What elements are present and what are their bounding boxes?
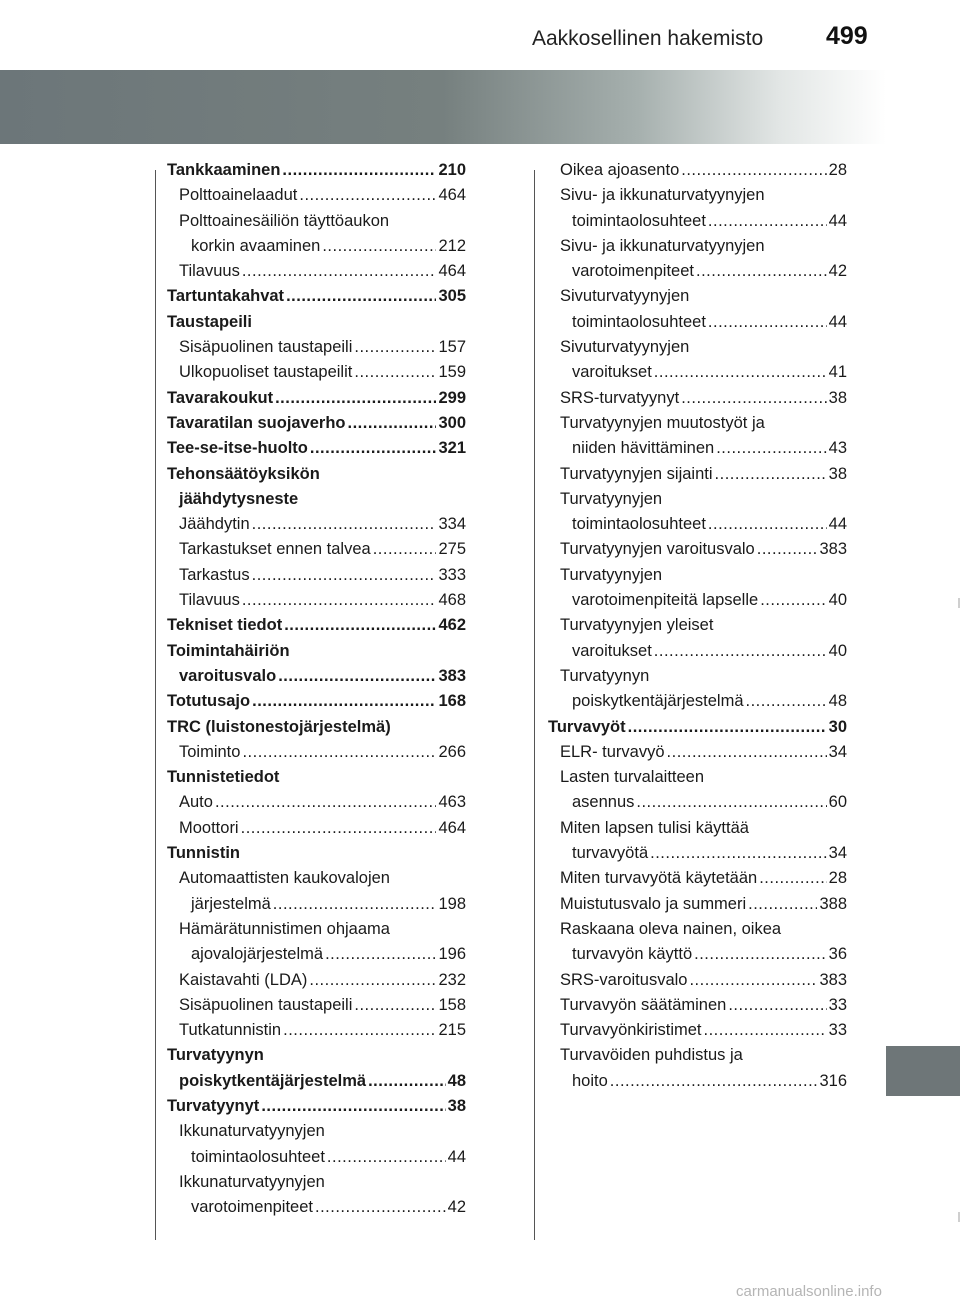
index-entry — [548, 1018, 847, 1043]
index-entry-page: 28 — [828, 869, 847, 888]
index-entry-text: Turvatyynyjen — [560, 565, 663, 584]
dot-leader — [241, 816, 437, 841]
dot-leader — [715, 462, 827, 487]
index-entry-text: poiskytkentäjärjestelmä — [572, 692, 744, 711]
index-entry-text: Turvatyynyjen yleiset — [560, 616, 714, 635]
index-entry-text: varoitukset — [572, 641, 652, 660]
index-entry-page: 215 — [438, 1021, 466, 1040]
index-entry-text: Miten lapsen tulisi käyttää — [560, 818, 749, 837]
index-entry — [548, 259, 847, 284]
index-entry — [167, 1094, 466, 1119]
column-rule-left — [155, 170, 156, 1240]
dot-leader — [610, 1069, 818, 1094]
index-entry-text: Auto — [179, 793, 213, 812]
index-entry — [167, 158, 466, 183]
index-entry — [167, 1119, 466, 1144]
dot-leader — [704, 1018, 827, 1043]
index-entry-text: Tarkastukset ennen talvea — [179, 540, 371, 559]
index-entry-text: Sivuturvatyynyjen — [560, 287, 690, 306]
index-entry-page: 30 — [828, 717, 847, 736]
dot-leader — [242, 259, 437, 284]
index-entry-page: 210 — [438, 161, 466, 179]
index-entry — [548, 841, 847, 866]
dot-leader — [636, 790, 826, 815]
index-entry-text: Turvatyynyjen sijainti — [560, 464, 713, 483]
index-entry — [548, 715, 847, 740]
index-entry — [548, 1043, 847, 1068]
dot-leader — [373, 537, 437, 562]
dot-leader — [748, 892, 817, 917]
index-entry-text: Tunnistin — [167, 844, 241, 863]
index-entry — [548, 664, 847, 689]
dot-leader — [348, 411, 437, 436]
index-entry — [167, 436, 466, 461]
index-entry — [548, 790, 847, 815]
index-entry-text: Tilavuus — [179, 591, 240, 610]
index-entry-page: 60 — [828, 793, 847, 812]
index-entry — [548, 588, 847, 613]
index-entry — [167, 183, 466, 208]
index-entry — [167, 386, 466, 411]
index-entry-page: 159 — [438, 363, 466, 382]
index-column-left — [167, 158, 466, 1220]
index-entry-page: 305 — [438, 287, 466, 306]
index-entry-page: 44 — [828, 211, 847, 230]
index-entry — [167, 1145, 466, 1170]
dot-leader — [252, 512, 437, 537]
index-entry — [548, 942, 847, 967]
index-entry-text: Raskaana oleva nainen, oikea — [560, 919, 782, 938]
dot-leader — [728, 993, 826, 1018]
page-header-title: Aakkosellinen hakemisto — [532, 27, 764, 50]
index-entry-page: 321 — [438, 439, 466, 458]
index-entry — [548, 462, 847, 487]
index-entry — [167, 841, 466, 866]
dot-leader — [242, 740, 436, 765]
index-entry-page: 464 — [438, 186, 466, 205]
index-entry — [548, 234, 847, 259]
index-column-right — [548, 158, 847, 1094]
index-entry — [167, 234, 466, 259]
index-entry-page: 38 — [828, 388, 847, 407]
dot-leader — [275, 386, 436, 411]
index-entry-text: Miten turvavyötä käytetään — [560, 869, 758, 888]
dot-leader — [708, 209, 827, 234]
index-entry — [548, 411, 847, 436]
dot-leader — [628, 715, 827, 740]
index-entry — [548, 537, 847, 562]
index-entry-text: asennus — [572, 793, 635, 812]
index-entry-text: Sivu- ja ikkunaturvatyynyjen — [560, 236, 765, 255]
dot-leader — [282, 158, 436, 183]
index-entry-page: 212 — [438, 236, 466, 255]
index-entry-text: Turvatyynyn — [560, 666, 650, 685]
index-entry-page: 48 — [828, 692, 847, 711]
dot-leader — [746, 689, 827, 714]
index-entry-page: 463 — [438, 793, 466, 812]
index-entry-text: varotoimenpiteitä lapselle — [572, 591, 759, 610]
index-entry-text: ajovalojärjestelmä — [191, 945, 324, 964]
index-entry-text: Sivu- ja ikkunaturvatyynyjen — [560, 186, 765, 205]
dot-leader — [242, 588, 437, 613]
index-entry-text: Hämärätunnistimen ohjaama — [179, 919, 390, 938]
index-entry-text: Turvavyönkiristimet — [560, 1021, 702, 1040]
index-entry — [548, 816, 847, 841]
index-entry-page: 158 — [438, 995, 466, 1014]
index-entry-text: Ikkunaturvatyynyjen — [179, 1172, 325, 1191]
index-entry-text: Sisäpuolinen taustapeili — [179, 995, 353, 1014]
index-entry-text: korkin avaaminen — [191, 236, 321, 255]
index-entry-text: Tekniset tiedot — [167, 616, 283, 635]
index-entry — [167, 411, 466, 436]
index-entry — [548, 360, 847, 385]
index-entry-text: Sivuturvatyynyjen — [560, 338, 690, 357]
index-entry-text: Automaattisten kaukovalojen — [179, 869, 390, 888]
index-entry — [548, 563, 847, 588]
dot-leader — [654, 360, 827, 385]
index-entry-page: 40 — [828, 591, 847, 610]
index-entry — [167, 588, 466, 613]
index-entry-text: toimintaolosuhteet — [572, 515, 706, 534]
index-entry — [548, 689, 847, 714]
dot-leader — [708, 512, 827, 537]
index-entry — [548, 386, 847, 411]
index-entry-page: 462 — [438, 616, 466, 635]
dot-leader — [689, 968, 817, 993]
index-entry — [548, 993, 847, 1018]
index-entry-text: Totutusajo — [167, 692, 251, 711]
dot-leader — [278, 664, 436, 689]
dot-leader — [299, 183, 436, 208]
index-entry — [548, 917, 847, 942]
index-entry — [548, 639, 847, 664]
index-entry-page: 299 — [438, 388, 466, 407]
index-entry-text: varotoimenpiteet — [191, 1198, 313, 1217]
index-entry-page: 33 — [828, 995, 847, 1014]
index-entry — [548, 1069, 847, 1094]
index-entry-text: Jäähdytin — [179, 515, 250, 534]
index-entry — [548, 209, 847, 234]
index-entry — [548, 613, 847, 638]
index-entry-page: 333 — [438, 565, 466, 584]
index-entry — [167, 1043, 466, 1068]
index-entry-page: 38 — [447, 1096, 466, 1115]
index-entry — [548, 310, 847, 335]
index-entry-page: 232 — [438, 970, 466, 989]
index-entry-page: 316 — [819, 1071, 847, 1090]
index-entry — [167, 639, 466, 664]
index-entry-page: 42 — [828, 262, 847, 281]
index-entry — [548, 968, 847, 993]
index-entry — [167, 1195, 466, 1220]
dot-leader — [667, 740, 827, 765]
index-entry — [167, 1170, 466, 1195]
index-entry-text: toimintaolosuhteet — [572, 211, 706, 230]
index-entry-text: Ikkunaturvatyynyjen — [179, 1122, 325, 1141]
index-entry — [167, 917, 466, 942]
index-entry-text: ELR- turvavyö — [560, 742, 665, 761]
section-tab-marker[interactable] — [886, 1046, 960, 1096]
index-entry — [167, 259, 466, 284]
index-entry-text: SRS-varoitusvalo — [560, 970, 688, 989]
index-entry — [167, 993, 466, 1018]
index-entry-text: Ulkopuoliset taustapeilit — [179, 363, 353, 382]
index-entry-text: Polttoainesäiliön täyttöaukon — [179, 211, 390, 230]
index-entry — [167, 537, 466, 562]
dot-leader — [261, 1094, 445, 1119]
index-entry-text: Tunnistetiedot — [167, 768, 280, 787]
index-entry-text: Tartuntakahvat — [167, 287, 285, 306]
dot-leader — [273, 892, 437, 917]
index-entry — [167, 487, 466, 512]
index-entry-page: 43 — [828, 439, 847, 458]
index-entry — [167, 335, 466, 360]
dot-leader — [696, 259, 827, 284]
index-entry — [167, 866, 466, 891]
index-entry — [167, 892, 466, 917]
dot-leader — [368, 1069, 446, 1094]
index-entry-page: 168 — [438, 692, 466, 711]
index-entry-text: Muistutusvalo ja summeri — [560, 894, 747, 913]
index-entry-text: poiskytkentäjärjestelmä — [179, 1071, 367, 1090]
index-entry-page: 383 — [819, 540, 847, 559]
index-entry-text: Tutkatunnistin — [179, 1021, 282, 1040]
header-band — [0, 70, 886, 144]
dot-leader — [650, 841, 827, 866]
index-entry-page: 38 — [828, 464, 847, 483]
index-entry-text: toimintaolosuhteet — [191, 1147, 325, 1166]
index-entry-page: 464 — [438, 818, 466, 837]
index-entry-text: varoitukset — [572, 363, 652, 382]
index-entry-text: Taustapeili — [167, 312, 252, 331]
index-entry-text: turvavyötä — [572, 844, 649, 863]
dot-leader — [322, 234, 436, 259]
index-entry-text: Turvatyynyjen varoitusvalo — [560, 540, 755, 559]
index-entry-page: 48 — [447, 1071, 466, 1090]
index-entry-text: varotoimenpiteet — [572, 262, 694, 281]
index-entry-text: Tee-se-itse-huolto — [167, 439, 308, 458]
index-entry — [167, 613, 466, 638]
index-entry-page: 41 — [828, 363, 847, 382]
dot-leader — [654, 639, 827, 664]
index-entry-text: Tankkaaminen — [167, 161, 281, 179]
index-entry-page: 300 — [438, 413, 466, 432]
dot-leader — [759, 866, 826, 891]
index-entry-text: Kaistavahti (LDA) — [179, 970, 308, 989]
dot-leader — [283, 1018, 436, 1043]
index-entry-page: 334 — [438, 515, 466, 534]
index-entry-text: jäähdytysneste — [179, 489, 299, 508]
index-entry-text: Lasten turvalaitteen — [560, 768, 705, 787]
dot-leader — [681, 386, 826, 411]
index-entry-text: Turvavöiden puhdistus ja — [560, 1046, 743, 1065]
index-entry-page: 42 — [447, 1198, 466, 1217]
dot-leader — [354, 993, 436, 1018]
index-entry — [548, 512, 847, 537]
index-entry — [548, 740, 847, 765]
index-entry-text: niiden hävittäminen — [572, 439, 715, 458]
index-entry-page: 196 — [438, 945, 466, 964]
index-entry — [167, 689, 466, 714]
index-entry — [167, 790, 466, 815]
index-entry — [167, 563, 466, 588]
index-entry-text: Polttoainelaadut — [179, 186, 298, 205]
dot-leader — [694, 942, 827, 967]
index-entry-page: 33 — [828, 1021, 847, 1040]
index-entry-text: Tehonsäätöyksikön — [167, 464, 320, 483]
index-entry — [548, 487, 847, 512]
index-entry-text: TRC (luistonestojärjestelmä) — [167, 717, 391, 736]
index-entry-text: Tavaratilan suojaverho — [167, 413, 346, 432]
index-entry-text: Toimintahäiriön — [167, 641, 290, 660]
dot-leader — [315, 1195, 446, 1220]
index-entry-text: Turvatyynyt — [167, 1096, 260, 1115]
column-rule-right — [534, 170, 535, 1240]
index-entry — [167, 740, 466, 765]
index-entry-page: 36 — [828, 945, 847, 964]
index-entry — [167, 1069, 466, 1094]
index-entry-page: 40 — [828, 641, 847, 660]
index-entry — [167, 1018, 466, 1043]
index-entry-page: 28 — [828, 161, 847, 179]
dot-leader — [252, 689, 436, 714]
dot-leader — [760, 588, 826, 613]
index-entry — [548, 284, 847, 309]
index-entry-page: 464 — [438, 262, 466, 281]
dot-leader — [354, 335, 436, 360]
index-entry-text: Turvatyynyjen muutostyöt ja — [560, 413, 765, 432]
index-entry-text: Toiminto — [179, 742, 241, 761]
dot-leader — [252, 563, 437, 588]
index-entry-page: 44 — [828, 515, 847, 534]
index-entry-page: 388 — [819, 894, 847, 913]
index-entry-page: 383 — [819, 970, 847, 989]
index-entry-text: Turvavyöt — [548, 717, 626, 736]
dot-leader — [309, 968, 436, 993]
index-entry — [548, 765, 847, 790]
dot-leader — [286, 284, 436, 309]
dot-leader — [215, 790, 437, 815]
index-entry-text: Sisäpuolinen taustapeili — [179, 338, 353, 357]
index-entry — [548, 158, 847, 183]
index-entry — [548, 436, 847, 461]
index-entry-text: Turvavyön säätäminen — [560, 995, 727, 1014]
index-entry — [167, 462, 466, 487]
index-entry — [167, 816, 466, 841]
index-entry — [167, 942, 466, 967]
dot-leader — [284, 613, 436, 638]
index-entry-page: 44 — [828, 312, 847, 331]
page-number: 499 — [826, 22, 868, 50]
index-entry-page: 468 — [438, 591, 466, 610]
index-entry-text: Turvatyynyjen — [560, 489, 663, 508]
index-entry — [548, 866, 847, 891]
index-entry — [167, 715, 466, 740]
index-entry-page: 44 — [447, 1147, 466, 1166]
index-entry-page: 275 — [438, 540, 466, 559]
index-entry — [167, 765, 466, 790]
index-entry-text: varoitusvalo — [179, 666, 277, 685]
index-entry-text: turvavyön käyttö — [572, 945, 693, 964]
index-entry — [167, 209, 466, 234]
index-entry — [548, 183, 847, 208]
dot-leader — [325, 942, 436, 967]
index-entry-page: 266 — [438, 742, 466, 761]
index-entry-page: 383 — [438, 666, 466, 685]
dot-leader — [681, 158, 826, 183]
index-entry — [167, 512, 466, 537]
dot-leader — [757, 537, 818, 562]
index-entry-text: Tavarakoukut — [167, 388, 274, 407]
index-entry-text: Moottori — [179, 818, 239, 837]
dot-leader — [310, 436, 437, 461]
watermark: carmanualsonline.info — [736, 1283, 882, 1300]
index-entry — [167, 284, 466, 309]
dot-leader — [708, 310, 827, 335]
dot-leader — [327, 1145, 446, 1170]
index-entry — [167, 360, 466, 385]
index-entry-text: järjestelmä — [191, 894, 271, 913]
index-entry-text: hoito — [572, 1071, 608, 1090]
index-entry-text: Turvatyynyn — [167, 1046, 264, 1065]
index-entry-page: 198 — [438, 894, 466, 913]
index-entry-text: toimintaolosuhteet — [572, 312, 706, 331]
index-entry — [167, 664, 466, 689]
index-entry-text: Oikea ajoasento — [560, 161, 680, 179]
index-entry-page: 157 — [438, 338, 466, 357]
index-entry-text: SRS-turvatyynyt — [560, 388, 680, 407]
index-entry-text: Tilavuus — [179, 262, 240, 281]
index-entry-text: Tarkastus — [179, 565, 250, 584]
index-entry — [548, 892, 847, 917]
index-entry — [167, 310, 466, 335]
dot-leader — [354, 360, 436, 385]
index-entry — [167, 968, 466, 993]
dot-leader — [716, 436, 826, 461]
index-entry-page: 34 — [828, 742, 847, 761]
index-entry — [548, 335, 847, 360]
index-entry-page: 34 — [828, 844, 847, 863]
